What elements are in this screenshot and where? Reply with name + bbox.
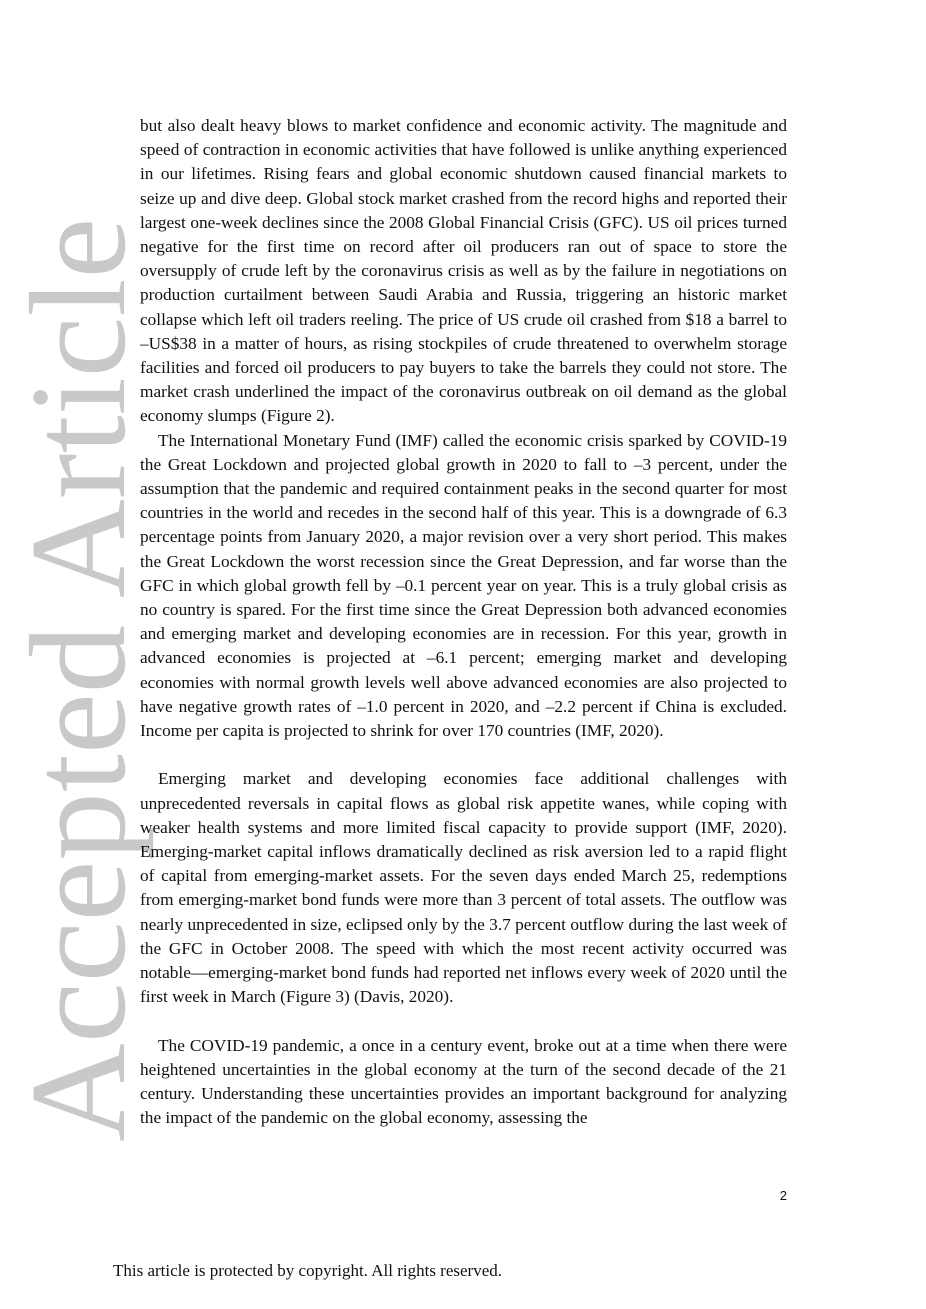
paragraph-3: Emerging market and developing economies face additional challenges with unprecedented reversals in capital flows as global risk appetite wanes, while coping with weaker health systems and more limited fiscal capacity to provide support (IMF, 2020). Emerging-market capital inflows dramatically declined as risk aversion led to a rapid flight of capital from emerging-market assets. For the seven days ended March 25, redemptions from emerging-market bond funds were more than 3 percent of total assets. The outflow was nearly unprecedented in size, eclipsed only by the 3.7 percent outflow during the last week of the GFC in October 2008. The speed with which the most recent activity occurred was notable—emerging-market bond funds had reported net inflows every week of 2020 until the first week in March (Figure 3) (Davis, 2020). [140,769,787,1007]
copyright-footer: This article is protected by copyright. All rights reserved. [113,1261,503,1280]
paragraph-1: but also dealt heavy blows to market confidence and economic activity. The magnitude and speed of contraction in economic activities that have followed is unlike anything experienced in our lifetimes. Rising fears and global economic shutdown caused financial markets to seize up and dive deep. Global stock market crashed from the record highs and reported their largest one-week declines since the 2008 Global Financial Crisis (GFC). US oil prices turned negative for the first time on record after oil producers ran out of space to store the oversupply of crude left by the coronavirus crisis as well as by the failure in negotiations on production curtailment between Saudi Arabia and Russia, triggering an historic market collapse which left oil traders reeling. The price of US crude oil crashed from $18 a barrel to –US$38 in a matter of hours, as rising stockpiles of crude threatened to overwhelm storage facilities and forced oil producers to pay buyers to take the barrels they could not store. The market crash underlined the impact of the coronavirus outbreak on oil demand as the global economy slumps (Figure 2). [140,116,787,426]
paragraph-4: The COVID-19 pandemic, a once in a century event, broke out at a time when there were heightened uncertainties in the global economy at the turn of the second decade of the 21 century. Understanding these uncertainties provides an important background for analyzing the impact of the pandemic on the global economy, assessing the [140,1035,787,1128]
watermark-text: Accepted Article [2,217,154,1142]
paragraph-2: The International Monetary Fund (IMF) called the economic crisis sparked by COVID-19 the Great Lockdown and projected global growth in 2020 to fall to –3 percent, under the assumption that the pandemic and required containment peaks in the second quarter for most countries in the world and recedes in the second half of this year. This is a downgrade of 6.3 percentage points from January 2020, a major revision over a very short period. This makes the Great Lockdown the worst recession since the Great Depression, and far worse than the GFC in which global growth fell by –0.1 percent year on year. This is a truly global crisis as no country is spared. For the first time since the Great Depression both advanced economies and emerging market and developing economies are in recession. For this year, growth in advanced economies is projected at –6.1 percent; emerging market and developing economies with normal growth levels well above advanced economies are also projected to have negative growth rates of –1.0 percent in 2020, and –2.2 percent if China is excluded. Income per capita is projected to shrink for over 170 countries (IMF, 2020). [140,430,787,741]
article-body [140,114,787,1131]
page-number: 2 [779,1188,787,1203]
watermark-graphic [2,100,154,1160]
accepted-article-watermark [2,100,154,1160]
